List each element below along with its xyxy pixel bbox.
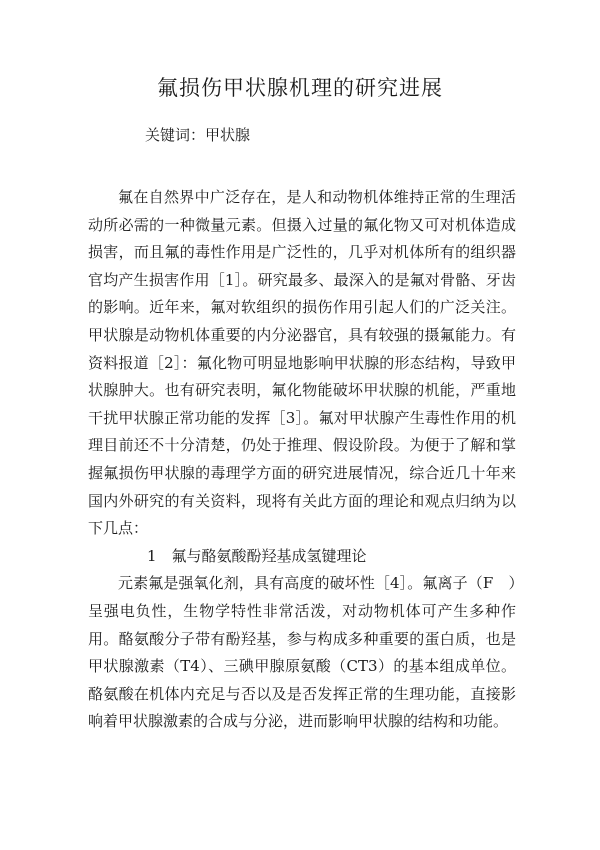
- document-title: 氟损伤甲状腺机理的研究进展: [157, 76, 443, 100]
- paragraph-section-1: 元素氟是强氧化剂，具有高度的破坏性［4］。氟离子（F ）呈强电负性，生物学特性非常活泼，对动物机体可产生多种作用。酪氨酸分子带有酚羟基，参与构成多种重要的蛋白质，也是甲状腺激素（T4）、三碘甲腺原氨酸（CT3）的基本组成单位。酪氨酸在机体内充足与否以及是否发挥正常的生理功能，直接影响着甲状腺激素的合成与分泌，进而影响甲状腺的结构和功能。: [88, 574, 516, 731]
- paragraph-intro: 氟在自然界中广泛存在，是人和动物机体维持正常的生理活动所必需的一种微量元素。但摄入过量的氟化物又可对机体造成损害，而且氟的毒性作用是广泛性的，几乎对机体所有的组织器官均产生损害作用［1］。研究最多、最深入的是氟对骨骼、牙齿的影响。近年来，氟对软组织的损伤作用引起人们的广泛关注。甲状腺是动物机体重要的内分泌器官，具有较强的摄氟能力。有资料报道［2］：氟化物可明显地影响甲状腺的形态结构，导致甲状腺肿大。也有研究表明，氟化物能破坏甲状腺的机能，严重地干扰甲状腺正常功能的发挥［3］。氟对甲状腺产生毒性作用的机理目前还不十分清楚，仍处于推理、假设阶段。为便于了解和掌握氟损伤甲状腺的毒理学方面的研究进展情况，综合近几十年来国内外研究的有关资料，现将有关此方面的理论和观点归纳为以下几点：: [88, 188, 516, 538]
- keywords-line: 关键词：甲状腺: [145, 126, 251, 144]
- section-heading: 1 氟与酪氨酸酚羟基成氢键理论: [147, 546, 367, 565]
- document-body: [88, 184, 516, 736]
